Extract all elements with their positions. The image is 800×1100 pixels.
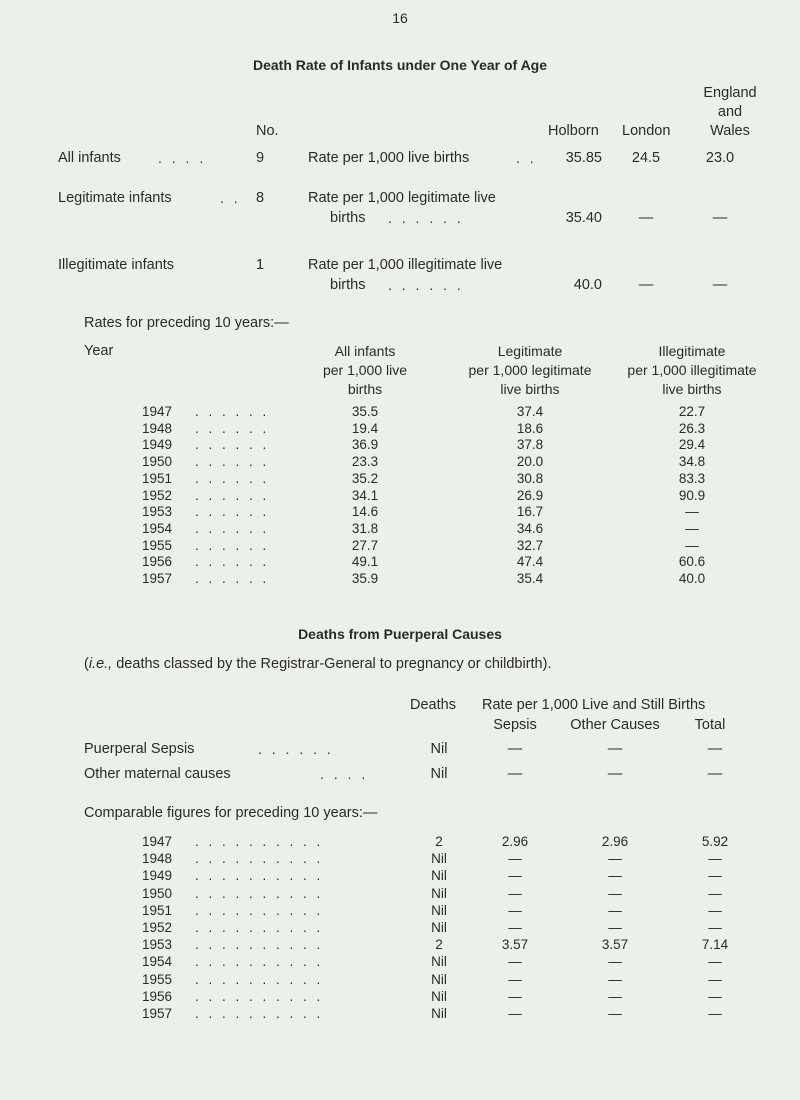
- ie-italic: i.e.,: [88, 656, 113, 672]
- infant-row-rate-text: Rate per 1,000 illegitimate live: [308, 257, 503, 273]
- infant-row-london: —: [638, 210, 654, 226]
- leader-dots: . . . . . . . . . .: [195, 851, 324, 867]
- comparable-row-other: —: [608, 920, 622, 935]
- preceding-row-year: 1954: [142, 520, 173, 536]
- leader-dots: . . . . . .: [195, 537, 270, 553]
- header-total: Total: [694, 717, 726, 733]
- comparable-row-sepsis: —: [508, 954, 522, 970]
- header-all-infants-2: per 1,000 live: [322, 362, 408, 378]
- infant-row-no: 1: [256, 257, 265, 273]
- comparable-row-other: —: [608, 1006, 622, 1021]
- puerperal-note: (i.e., deaths classed by the Registrar-General to pregnancy or childbirth).: [84, 656, 552, 672]
- comparable-row-total: —: [708, 954, 722, 970]
- preceding-row-illegitimate: 60.6: [678, 554, 706, 570]
- preceding-row-all: 35.9: [351, 571, 379, 586]
- comparable-row-other: —: [608, 988, 622, 1004]
- preceding-row-legitimate: 26.9: [516, 487, 544, 503]
- leader-dots: . . . . . .: [388, 277, 464, 293]
- preceding-row-year: 1950: [142, 454, 173, 470]
- comparable-row-deaths: Nil: [431, 971, 447, 987]
- leader-dots: . . . .: [320, 766, 369, 782]
- puerperal-row-sepsis: —: [507, 741, 523, 757]
- header-england: England: [703, 85, 757, 101]
- preceding-row-all: 36.9: [351, 437, 379, 453]
- comparable-row-deaths: Nil: [431, 851, 447, 867]
- header-illegitimate-1: Illegitimate: [658, 343, 726, 359]
- leader-dots: . . . . . .: [195, 454, 270, 470]
- leader-dots: . .: [220, 190, 241, 206]
- comparable-row-total: —: [708, 971, 722, 987]
- header-wales: Wales: [710, 123, 750, 139]
- leader-dots: . . . . . .: [195, 437, 270, 453]
- puerperal-title: Deaths from Puerperal Causes: [298, 626, 502, 642]
- preceding-row-illegitimate: —: [685, 504, 699, 520]
- comparable-row-year: 1947: [142, 834, 173, 849]
- infant-row-holborn: 35.85: [565, 150, 602, 166]
- comparable-row-year: 1952: [142, 920, 173, 935]
- infant-row-rate-text: Rate per 1,000 live births: [308, 150, 470, 166]
- comparable-row-year: 1955: [142, 971, 173, 987]
- preceding-row-year: 1951: [142, 470, 173, 486]
- preceding-row-illegitimate: 29.4: [678, 437, 706, 453]
- infant-row-london: 24.5: [631, 150, 661, 166]
- leader-dots: . . . . . .: [195, 404, 270, 419]
- preceding-row-legitimate: 37.8: [516, 437, 544, 453]
- comparable-row-deaths: Nil: [431, 902, 447, 918]
- comparable-intro: Comparable figures for preceding 10 years:—: [84, 805, 378, 821]
- leader-dots: . .: [516, 150, 537, 166]
- preceding-intro: Rates for preceding 10 years:—: [84, 315, 289, 331]
- comparable-row-year: 1957: [142, 1006, 173, 1021]
- leader-dots: . . . . . . . . . .: [195, 902, 324, 918]
- header-all-infants-1: All infants: [334, 343, 396, 359]
- preceding-row-year: 1949: [142, 437, 173, 453]
- note-text: deaths classed by the Registrar-General to pregnancy or childbirth).: [112, 656, 552, 672]
- header-illegitimate-3: live births: [662, 381, 722, 397]
- comparable-row-deaths: 2: [435, 937, 443, 953]
- preceding-row-year: 1955: [142, 537, 173, 553]
- preceding-row-year: 1947: [142, 404, 173, 419]
- preceding-row-all: 27.7: [351, 537, 379, 553]
- leader-dots: . . . . . .: [195, 420, 270, 436]
- header-london: London: [622, 123, 671, 139]
- preceding-row-legitimate: 34.6: [516, 520, 544, 536]
- preceding-row-year: 1952: [142, 487, 173, 503]
- comparable-row-total: 7.14: [701, 937, 729, 953]
- preceding-row-illegitimate: 22.7: [678, 404, 706, 419]
- preceding-row-all: 49.1: [351, 554, 379, 570]
- preceding-row-legitimate: 32.7: [516, 537, 544, 553]
- comparable-row-deaths: Nil: [431, 1006, 447, 1021]
- preceding-row-illegitimate: 26.3: [678, 420, 706, 436]
- preceding-row-year: 1957: [142, 571, 173, 586]
- puerperal-row-other: —: [607, 766, 623, 782]
- preceding-row-illegitimate: —: [685, 537, 699, 553]
- comparable-row-total: —: [708, 902, 722, 918]
- preceding-row-illegitimate: 83.3: [678, 470, 706, 486]
- preceding-row-all: 31.8: [351, 520, 379, 536]
- comparable-row-other: —: [608, 971, 622, 987]
- preceding-row-all: 35.5: [351, 404, 379, 419]
- comparable-row-total: —: [708, 868, 722, 884]
- preceding-row-all: 35.2: [351, 470, 379, 486]
- comparable-row-deaths: Nil: [431, 954, 447, 970]
- comparable-row-deaths: Nil: [431, 988, 447, 1004]
- preceding-row-all: 23.3: [351, 454, 379, 470]
- infant-row-england-wales: 23.0: [705, 150, 735, 166]
- leader-dots: . . . . . . . . . .: [195, 920, 324, 935]
- infant-row-london: —: [638, 277, 654, 293]
- puerperal-row-sepsis: —: [507, 766, 523, 782]
- header-holborn: Holborn: [548, 123, 599, 139]
- comparable-row-other: —: [608, 868, 622, 884]
- header-no: No.: [256, 123, 279, 139]
- comparable-row-sepsis: —: [508, 902, 522, 918]
- header-legitimate-1: Legitimate: [497, 343, 563, 359]
- comparable-row-other: —: [608, 851, 622, 867]
- comparable-row-total: —: [708, 1006, 722, 1021]
- puerperal-row-deaths: Nil: [430, 741, 448, 757]
- leader-dots: . . . . . .: [258, 741, 334, 757]
- page-number: 16: [392, 10, 408, 26]
- preceding-row-illegitimate: 34.8: [678, 454, 706, 470]
- comparable-row-deaths: 2: [435, 834, 443, 849]
- comparable-row-deaths: Nil: [431, 920, 447, 935]
- comparable-row-deaths: Nil: [431, 868, 447, 884]
- comparable-row-sepsis: 2.96: [501, 834, 529, 849]
- header-all-infants-3: births: [347, 381, 383, 397]
- leader-dots: . . . . . . . . . .: [195, 971, 324, 987]
- comparable-row-year: 1953: [142, 937, 173, 953]
- comparable-row-sepsis: —: [508, 920, 522, 935]
- leader-dots: . . . . . .: [195, 520, 270, 536]
- preceding-row-legitimate: 20.0: [516, 454, 544, 470]
- puerperal-row-label: Puerperal Sepsis: [84, 741, 195, 757]
- infant-row-rate-births: births: [330, 277, 366, 293]
- comparable-row-total: —: [708, 920, 722, 935]
- preceding-row-illegitimate: 90.9: [678, 487, 706, 503]
- preceding-row-legitimate: 30.8: [516, 470, 544, 486]
- infant-row-england-wales: —: [712, 277, 728, 293]
- header-sepsis: Sepsis: [493, 717, 537, 733]
- header-illegitimate-2: per 1,000 illegitimate: [627, 362, 757, 378]
- comparable-row-total: —: [708, 851, 722, 867]
- leader-dots: . . . . . . . . . .: [195, 937, 324, 953]
- header-deaths: Deaths: [410, 697, 456, 713]
- leader-dots: . . . . . .: [195, 470, 270, 486]
- puerperal-row-total: —: [707, 741, 723, 757]
- leader-dots: . . . . . . . . . .: [195, 834, 324, 849]
- leader-dots: . . . .: [158, 150, 207, 166]
- header-legitimate-3: live births: [500, 381, 560, 397]
- comparable-row-total: —: [708, 885, 722, 901]
- header-legitimate-2: per 1,000 legitimate: [468, 362, 592, 378]
- comparable-row-sepsis: —: [508, 971, 522, 987]
- preceding-row-year: 1956: [142, 554, 173, 570]
- comparable-row-year: 1951: [142, 902, 173, 918]
- leader-dots: . . . . . .: [195, 554, 270, 570]
- preceding-row-all: 19.4: [351, 420, 379, 436]
- comparable-row-other: —: [608, 885, 622, 901]
- header-other-causes: Other Causes: [570, 717, 660, 733]
- puerperal-row-other: —: [607, 741, 623, 757]
- comparable-row-sepsis: —: [508, 885, 522, 901]
- comparable-row-other: —: [608, 902, 622, 918]
- preceding-row-legitimate: 18.6: [516, 420, 544, 436]
- comparable-row-other: —: [608, 954, 622, 970]
- comparable-row-year: 1956: [142, 988, 173, 1004]
- comparable-row-sepsis: —: [508, 868, 522, 884]
- preceding-row-illegitimate: —: [685, 520, 699, 536]
- leader-dots: . . . . . . . . . .: [195, 868, 324, 884]
- puerperal-row-total: —: [707, 766, 723, 782]
- puerperal-row-label: Other maternal causes: [84, 766, 231, 782]
- infant-row-holborn: 40.0: [573, 277, 602, 293]
- puerperal-row-deaths: Nil: [430, 766, 448, 782]
- comparable-row-year: 1949: [142, 868, 173, 884]
- comparable-row-year: 1950: [142, 885, 173, 901]
- preceding-row-all: 34.1: [351, 487, 379, 503]
- leader-dots: . . . . . .: [195, 571, 270, 586]
- comparable-row-sepsis: 3.57: [501, 937, 529, 953]
- leader-dots: . . . . . . . . . .: [195, 1006, 324, 1021]
- infant-row-no: 8: [256, 190, 265, 206]
- comparable-row-total: 5.92: [701, 834, 729, 849]
- leader-dots: . . . . . . . . . .: [195, 885, 324, 901]
- infant-row-label: Legitimate infants: [58, 190, 172, 206]
- header-rate: Rate per 1,000 Live and Still Births: [482, 697, 706, 713]
- infant-row-holborn: 35.40: [565, 210, 602, 226]
- leader-dots: . . . . . .: [195, 487, 270, 503]
- infant-row-label: All infants: [58, 150, 121, 166]
- preceding-row-year: 1948: [142, 420, 173, 436]
- leader-dots: . . . . . .: [388, 210, 464, 226]
- leader-dots: . . . . . . . . . .: [195, 954, 324, 970]
- comparable-row-sepsis: —: [508, 988, 522, 1004]
- comparable-row-sepsis: —: [508, 851, 522, 867]
- infant-row-label: Illegitimate infants: [58, 257, 175, 273]
- header-year: Year: [84, 343, 114, 359]
- preceding-row-legitimate: 37.4: [516, 404, 544, 419]
- comparable-row-other: 3.57: [601, 937, 629, 953]
- comparable-row-sepsis: —: [508, 1006, 522, 1021]
- preceding-row-year: 1953: [142, 504, 173, 520]
- preceding-row-legitimate: 16.7: [516, 504, 544, 520]
- infant-row-no: 9: [256, 150, 265, 166]
- comparable-row-year: 1954: [142, 954, 173, 970]
- comparable-row-total: —: [708, 988, 722, 1004]
- infant-row-rate-births: births: [330, 210, 366, 226]
- comparable-row-deaths: Nil: [431, 885, 447, 901]
- infant-row-rate-text: Rate per 1,000 legitimate live: [308, 190, 496, 206]
- preceding-row-all: 14.6: [351, 504, 379, 520]
- preceding-row-legitimate: 47.4: [516, 554, 544, 570]
- leader-dots: . . . . . . . . . .: [195, 988, 324, 1004]
- leader-dots: . . . . . .: [195, 504, 270, 520]
- infant-row-england-wales: —: [712, 210, 728, 226]
- comparable-row-year: 1948: [142, 851, 173, 867]
- comparable-row-other: 2.96: [601, 834, 629, 849]
- preceding-row-illegitimate: 40.0: [678, 571, 706, 586]
- preceding-row-legitimate: 35.4: [516, 571, 544, 586]
- header-and: and: [717, 104, 743, 120]
- infant-death-rate-title: Death Rate of Infants under One Year of Age: [252, 57, 548, 73]
